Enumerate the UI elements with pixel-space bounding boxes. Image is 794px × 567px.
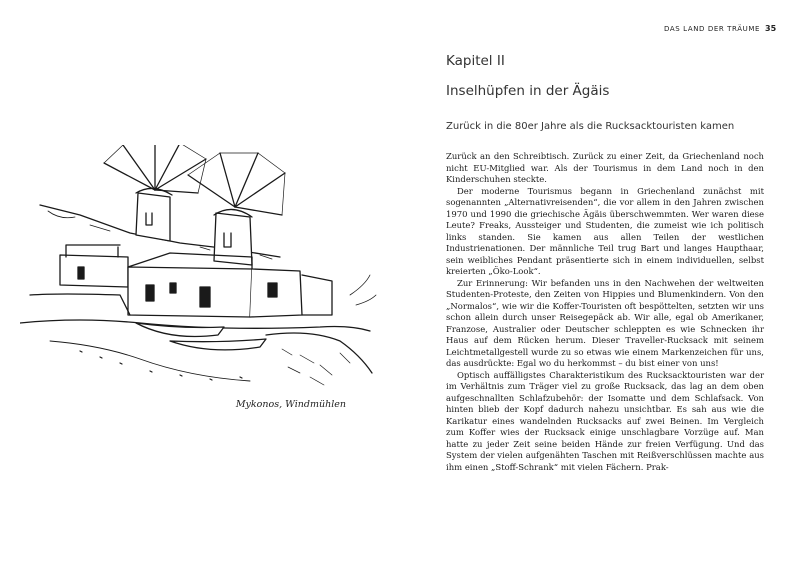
right-page (397, 0, 794, 567)
page-number: 35 (765, 24, 777, 33)
paragraph: Zurück an den Schreibtisch. Zurück zu einer Zeit, da Griechenland noch nicht EU-Mitglied war. Als der Tourismus in dem Land noch in den Kinderschuhen steckte. (446, 151, 764, 184)
chapter-title: Inselhüpfen in der Ägäis (446, 83, 610, 99)
paragraph: Der moderne Tourismus begann in Griechenland zunächst mit sogenannten „Alternativreisenden“, die vor allem in den Jahren zwischen 1970 und 1990 die griechische Ägäis überschwemmten. Wer waren diese Leute? Freaks, Aussteiger und Studenten, die zumeist wie ich politisch links standen. Sie kamen aus allen Teilen der westlichen Industrienationen. Der männliche Teil trug Bart und langes Haupthaar, sein weibliches Pendant präsentierte sich in einem individuellen, selbst kreierten „Öko-Look“. (446, 185, 764, 276)
paragraph: Zur Erinnerung: Wir befanden uns in den Nachwehen der weltweiten Studenten-Proteste, den Zeiten von Hippies und Blumenkindern. Von den „Normalos“, wie wir die Koffer-Touristen oft bespöttelten, setzten wir uns schon allein durch unser Reisegepäck ab. Wir alle, egal ob Amerikaner, Franzose, Australier oder Deutscher schleppten es wie Schnecken ihr Haus auf dem Rücken herum. Dieser Traveller-Rucksack mit seinem Leichtmetallgestell wurde zu so etwas wie einem Markenzeichen für uns, das ausdrückte: Egal wo du herkommst – du bist einer von uns! (446, 277, 764, 368)
paragraph: Optisch auffälligstes Charakteristikum des Rucksacktouristen war der im Verhältnis zum Träger viel zu große Rucksack, das lag an dem oben aufgeschnallten Schlafzubehör: der Isomatte und dem Schlafsack. Von hinten blieb der Kopf dadurch nahezu unsichtbar. Es sah aus wie die Karikatur eines wandelnden Rucksacks auf zwei Beinen. Im Vergleich zum Koffer wies der Rucksack einige unschlagbare Vorzüge auf. Man hatte zu jeder Zeit seine beiden Hände zur freien Verfügung. Und das System der vielen aufgenähten Taschen mit Reißverschlüssen machte aus ihm einen „Stoff-Schrank“ mit vielen Fächern. Prak- (446, 369, 764, 472)
windmills-sketch-icon (20, 145, 380, 405)
section-title: Zurück in die 80er Jahre als die Rucksacktouristen kamen (446, 121, 735, 132)
running-head: DAS LAND DER TRÄUME (664, 25, 760, 33)
chapter-label: Kapitel II (446, 53, 505, 69)
illustration-caption: Mykonos, Windmühlen (235, 399, 346, 410)
body-text (446, 151, 764, 473)
